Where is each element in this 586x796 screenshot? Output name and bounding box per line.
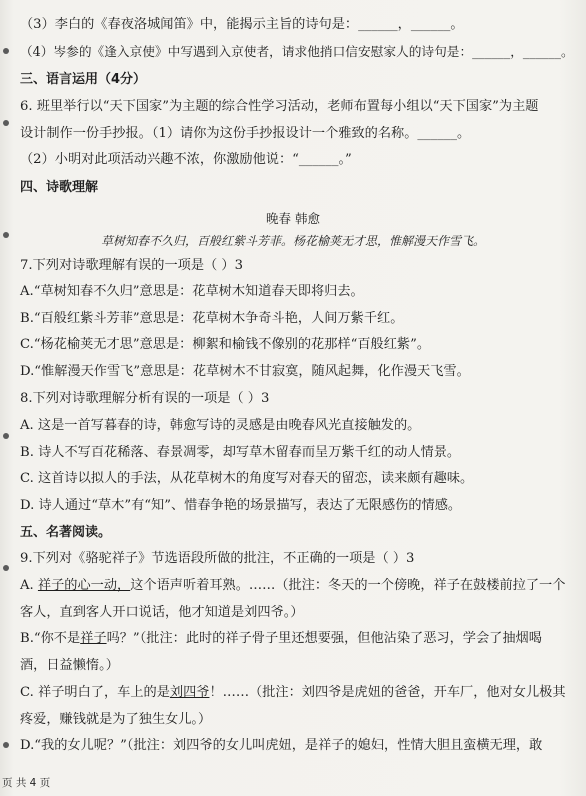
q9-option-d: D.“我的女儿呢？”（批注：刘四爷的女儿叫虎妞，是祥子的媳妇，性情大胆且蛮横无理，敢 [20, 738, 543, 753]
q9-option-c [20, 685, 580, 701]
q7-stem: 7.下列对诗歌理解有误的一项是（ ）3 [20, 258, 243, 273]
q8-option-d: D. 诗人通过“草木”有“知”、惜春争艳的场景描写，表达了无限感伤的情感。 [20, 498, 462, 513]
q9-stem: 9.下列对《骆驼祥子》节选语段所做的批注，不正确的一项是（ ）3 [20, 551, 415, 566]
q9-option-c-prefix: C. 祥子明白了，车上的是 [20, 685, 170, 700]
q9-option-a-underlined: 祥子的心一动， [37, 578, 131, 593]
q9-option-c-underlined: 刘四爷 [169, 685, 210, 700]
q7-option-c: C.“杨花榆荚无才思”意思是：柳絮和榆钱不像别的花那样“百般红紫”。 [20, 337, 431, 352]
q8-option-a: A. 这是一首写暮春的诗，韩愈写诗的灵感是由晚春风光直接触发的。 [20, 418, 421, 433]
section-3-heading: 三、语言运用（4分） [20, 72, 147, 87]
q8-option-c: C. 这首诗以拟人的手法，从花草树木的角度写对春天的留恋，读来颇有趣味。 [20, 471, 474, 486]
binding-hole [3, 120, 9, 126]
q9-option-b-underlined: 祥子 [80, 631, 107, 646]
q9-option-b-prefix: B.“你不是 [20, 631, 81, 646]
q6-text-line-1: 6. 班里举行以“天下国家”为主题的综合性学习活动，老师布置每小组以“天下国家”为主题 [20, 99, 539, 114]
binding-hole [3, 742, 9, 748]
q7-option-b: B.“百般红紫斗芳菲”意思是：花草树木争奇斗艳，人间万紫千红。 [20, 311, 404, 326]
q9-option-a-text: 这个语声听着耳熟。…… [130, 578, 276, 593]
q7-option-d: D.“惟解漫天作雪飞”意思是：花草树木不甘寂寞，随风起舞，化作漫天飞雪。 [20, 364, 470, 379]
q9-option-b [20, 631, 580, 647]
q8-stem: 8.下列对诗歌理解分析有误的一项是（ ）3 [20, 391, 270, 406]
q6-item-2: （2）小明对此项活动兴趣不浓，你激励他说：“______。” [20, 152, 352, 167]
q5-item-4: （4）岑参的《逢入京使》中写遇到入京使者，请求他捎口信安慰家人的诗句是：______，______。 [20, 44, 574, 59]
q6-text-line-2: 设计制作一份手抄报。（1）请你为这份手抄报设计一个雅致的名称。______。 [20, 126, 471, 141]
q5-item-3: （3）李白的《春夜洛城闻笛》中，能揭示主旨的诗句是：______，______。 [20, 17, 464, 32]
page-footer: 页 共 4 页 [2, 777, 51, 789]
poem-title: 晚春 韩愈 [266, 211, 320, 226]
section-4-heading: 四、诗歌理解 [20, 180, 99, 195]
q7-option-a: A.“草树知春不久归”意思是：花草树木知道春天即将归去。 [20, 284, 364, 299]
q9-option-b-cont: 酒，日益懒惰。） [20, 658, 119, 673]
q9-option-a-note: （批注：冬天的一个傍晚，祥子在鼓楼前拉了一个 [275, 578, 566, 593]
q9-option-c-note: （批注：刘四爷是虎妞的爸爸，开车厂，他对女儿极其 [249, 685, 566, 700]
poem-text: 草树知春不久归，百般红紫斗芳菲。杨花榆荚无才思，惟解漫天作雪飞。 [100, 234, 485, 248]
q9-option-b-note: （批注：此时的祥子骨子里还想要强，但他沾染了恶习，学会了抽烟喝 [139, 631, 542, 646]
q9-option-a-prefix: A. [20, 578, 38, 593]
section-5-heading: 五、名著阅读。 [20, 525, 112, 540]
q9-option-b-text: 吗？” [106, 631, 140, 646]
q9-option-a-cont: 客人，直到客人开口说话，他才知道是刘四爷。） [20, 605, 304, 620]
q9-option-c-text: ！…… [209, 685, 250, 700]
q9-option-c-cont: 疼爱，赚钱就是为了独生女儿。） [20, 712, 212, 727]
binding-hole [3, 565, 9, 571]
q9-option-a [20, 578, 580, 594]
q8-option-b: B. 诗人不写百花稀落、春景凋零，却写草木留春而呈万紫千红的动人情景。 [20, 445, 461, 460]
binding-hole [3, 433, 9, 439]
binding-hole [3, 48, 9, 54]
